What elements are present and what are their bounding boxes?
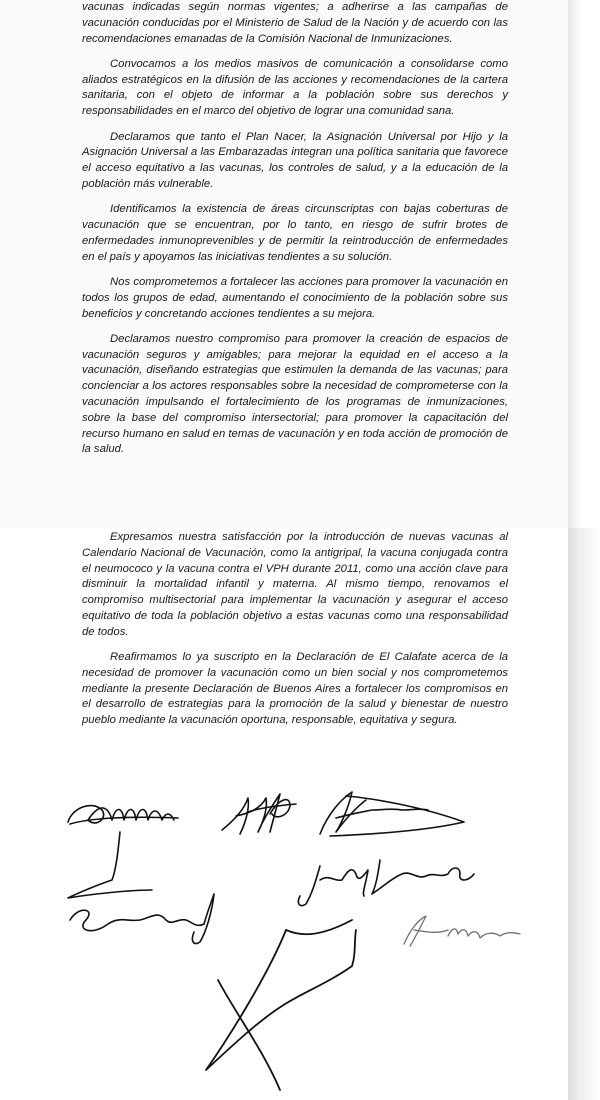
scan-edge-shadow bbox=[568, 0, 582, 528]
paragraph: vacunas indicadas según normas vigentes; a adherirse a las campañas de vacunación conducidas por el Ministerio de Salud de la Nación y de acuerdo con las recomendaciones emanadas de la Comisión Nacional de Inmunizaciones. bbox=[82, 1, 508, 45]
paragraph: Declaramos nuestro compromiso para promover la creación de espacios de vacunación seguros y amigables; para mejorar la equidad en el acceso a la vacunación, diseñando estrategias que estimulen la demanda de las vacunas; para concienciar a los actores responsables sobre la necesidad de comprometerse con la vacunación impulsando el fortalecimiento de los programas de inmunizaciones, sobre la base del compromiso intersectorial; para promover la capacitación del recurso humano en salud en temas de vacunación y en toda acción de promoción de la salud. bbox=[82, 332, 508, 456]
paragraph: Declaramos que tanto el Plan Nacer, la Asignación Universal por Hijo y la Asignación Universal a las Embarazadas integran una política sanitaria que favorece el acceso equitativo a las vacunas, los controles de salud, y a la educación de la población más vulnerable. bbox=[82, 130, 508, 190]
signature-block bbox=[0, 770, 600, 1100]
signature bbox=[222, 794, 296, 834]
declaration-text-bottom bbox=[82, 530, 508, 739]
signature bbox=[206, 920, 356, 1090]
paragraph: Nos comprometemos a fortalecer las acciones para promover la vacunación en todos los grupos de edad, aumentando el conocimiento de la población sobre sus beneficios y concretando acciones tendientes a su mejora. bbox=[82, 275, 508, 320]
signature bbox=[68, 806, 178, 824]
paragraph: Reafirmamos lo ya suscripto en la Declaración de El Calafate acerca de la necesidad de promover la vacunación como un bien social y nos comprometemos mediante la presente Declaración de Buenos Aires a fortalecer los compromisos en el desarrollo de estrategias para la promoción de la salud y bienestar de nuestro pueblo mediante la vacunación oportuna, responsable, equitativa y segura. bbox=[82, 651, 508, 727]
signature bbox=[404, 916, 520, 946]
declaration-text-top bbox=[82, 0, 508, 468]
signature bbox=[320, 792, 464, 836]
paragraph: Identificamos la existencia de áreas circunscriptas con bajas coberturas de vacunación que se encuentran, por lo tanto, en riesgo de sufrir brotes de enfermedades inmunoprevenibles y de permitir la reintroducción de enfermedades en el país y apoyamos las iniciativas tendientes a su solución. bbox=[82, 203, 508, 263]
paragraph: Convocamos a los medios masivos de comunicación a consolidarse como aliados estratégicos en la difusión de las acciones y recomendaciones de la cartera sanitaria, con el objeto de informar a la población sobre sus derechos y responsabilidades en el marco del objetivo de lograr una comunidad sana. bbox=[82, 57, 508, 118]
signature bbox=[68, 832, 214, 944]
paragraph: Expresamos nuestra satisfacción por la introducción de nuevas vacunas al Calendario Nacional de Vacunación, como la antigripal, la vacuna conjugada contra el neumococo y la vacuna contra el VPH durante 2011, como una acción clave para disminuir la mortalidad infantil y materna. Al mismo tiempo, renovamos el compromiso multisectorial para implementar la vacunación y asegurar el acceso equitativo de toda la población objetivo a estas vacunas como una responsabilidad de todos. bbox=[82, 531, 508, 638]
signature bbox=[298, 860, 474, 906]
